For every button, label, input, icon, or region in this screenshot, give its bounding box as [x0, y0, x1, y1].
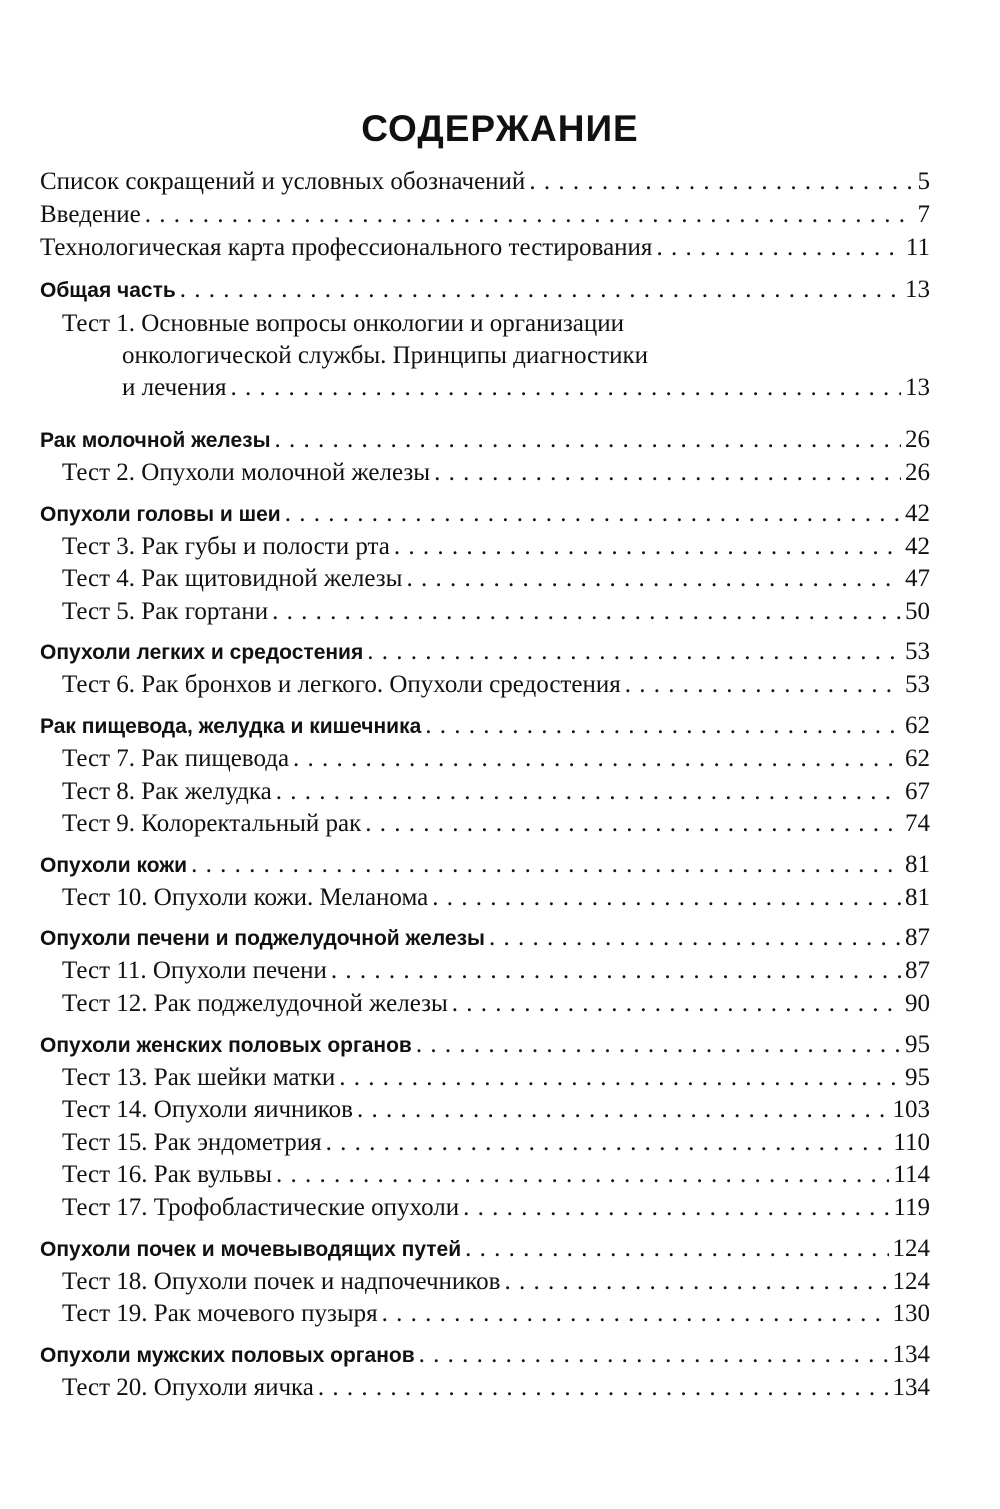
page-number: 119: [893, 1194, 930, 1221]
section-title: Опухоли почек и мочевыводящих путей: [40, 1237, 462, 1261]
toc-entry[interactable]: и лечения . . . 13: [40, 374, 930, 402]
toc-test-line[interactable]: Тест 1. Основные вопросы онкологии и организации: [62, 310, 624, 337]
toc-entry[interactable]: [40, 1161, 930, 1189]
dot-leader: [191, 851, 901, 879]
dot-leader: [275, 426, 901, 454]
dot-leader: [463, 1194, 889, 1222]
page-number: 110: [893, 1128, 930, 1156]
test-title: Тест 2. Опухоли молочной железы: [62, 459, 431, 486]
dot-leader: [452, 990, 901, 1018]
page-number: 67: [905, 777, 930, 805]
page-number: 62: [905, 712, 930, 739]
page-number: 26: [905, 459, 930, 486]
page-number: 124: [892, 1267, 930, 1295]
page-number: 87: [905, 924, 930, 952]
toc-entry[interactable]: Технологическая карта профессионального тестирования . . . 11: [40, 234, 930, 262]
page-title: СОДЕРЖАНИЕ: [361, 108, 639, 149]
dot-leader: [285, 500, 901, 528]
toc-entry[interactable]: [40, 1129, 930, 1157]
dot-leader: [272, 598, 901, 626]
dot-leader: [276, 778, 901, 806]
page-number: 103: [892, 1096, 930, 1124]
page-number: 47: [905, 565, 930, 593]
dot-leader: [365, 810, 901, 838]
page-number: 42: [905, 499, 930, 527]
toc-entry[interactable]: [40, 1194, 930, 1222]
page-number: 53: [905, 638, 930, 666]
dot-leader: [489, 924, 901, 952]
dot-leader: [318, 1374, 889, 1402]
page-number: 42: [905, 532, 930, 560]
toc-entry[interactable]: [40, 1096, 930, 1124]
toc-section[interactable]: [40, 712, 930, 740]
section-title: Опухоли мужских половых органов: [40, 1343, 415, 1367]
test-title: Тест 9. Колоректальный рак: [62, 810, 362, 838]
page-number: 81: [905, 850, 930, 878]
toc-entry[interactable]: Введение . . . 7: [40, 201, 930, 229]
page-number: 95: [905, 1063, 930, 1091]
toc-entry[interactable]: Список сокращений и условных обозначений . . . 5: [40, 168, 930, 196]
toc-section[interactable]: [40, 851, 930, 879]
page-number: 95: [905, 1030, 930, 1058]
section-title: Опухоли кожи: [40, 853, 188, 877]
dot-leader: [331, 957, 901, 985]
toc-entry[interactable]: [40, 459, 930, 487]
toc-entry[interactable]: [40, 533, 930, 561]
dot-leader: [276, 1161, 889, 1189]
dot-leader: [357, 1096, 889, 1124]
page-number: 81: [905, 883, 930, 911]
toc-section[interactable]: [40, 1341, 930, 1369]
page-number: 124: [892, 1234, 930, 1262]
test-title: Тест 18. Опухоли почек и надпочечников: [62, 1267, 501, 1295]
toc-section[interactable]: [40, 1031, 930, 1059]
page-number: 134: [892, 1373, 930, 1401]
toc-entry[interactable]: [40, 957, 930, 985]
page-number: 26: [905, 426, 930, 453]
test-title: Тест 16. Рак вульвы: [62, 1161, 273, 1189]
dot-leader: [339, 1064, 901, 1092]
test-title: Тест 11. Опухоли печени: [62, 957, 327, 985]
page-number: 114: [893, 1161, 930, 1189]
toc-section[interactable]: [40, 500, 930, 528]
dot-leader: [419, 1341, 889, 1369]
toc-section[interactable]: [40, 638, 930, 666]
test-title: Тест 3. Рак губы и полости рта: [62, 532, 390, 560]
test-title: Тест 15. Рак эндометрия: [62, 1128, 322, 1156]
toc-entry[interactable]: [40, 745, 930, 773]
dot-leader: [382, 1300, 889, 1328]
dot-leader: [326, 1129, 890, 1157]
toc-section[interactable]: Общая часть . . . 13: [40, 276, 930, 304]
toc-section[interactable]: [40, 924, 930, 952]
dot-leader: [293, 745, 901, 773]
toc-entry[interactable]: [40, 1268, 930, 1296]
page-number: 90: [905, 990, 930, 1017]
toc-section[interactable]: [40, 426, 930, 454]
dot-leader: [425, 712, 901, 740]
section-title: Рак пищевода, желудка и кишечника: [40, 715, 422, 738]
test-title: Тест 13. Рак шейки матки: [62, 1063, 336, 1091]
page-number: 62: [905, 745, 930, 772]
test-title: Тест 4. Рак щитовидной железы: [62, 565, 403, 593]
dot-leader: [432, 884, 901, 912]
dot-leader: [394, 533, 901, 561]
dot-leader: [416, 1031, 901, 1059]
page-number: 130: [892, 1300, 930, 1328]
test-title: Тест 8. Рак желудка: [62, 777, 272, 805]
dot-leader: [406, 565, 901, 593]
section-title: Опухоли головы и шеи: [40, 502, 281, 526]
test-title: Тест 5. Рак гортани: [62, 597, 269, 625]
page-number: 74: [905, 810, 930, 838]
toc-entry[interactable]: [40, 778, 930, 806]
toc-entry[interactable]: [40, 671, 930, 699]
section-title: Опухоли печени и поджелудочной железы: [40, 927, 485, 951]
test-title: Тест 19. Рак мочевого пузыря: [62, 1300, 378, 1328]
test-title: Тест 7. Рак пищевода: [62, 745, 290, 772]
toc-entry[interactable]: [40, 598, 930, 626]
toc-entry[interactable]: [40, 1300, 930, 1328]
dot-leader: [465, 1235, 888, 1263]
toc-entry[interactable]: [40, 1064, 930, 1092]
section-title: Опухоли легких и средостения: [40, 641, 364, 665]
toc-test-line[interactable]: онкологической службы. Принципы диагностики: [122, 342, 649, 369]
toc-section[interactable]: [40, 1235, 930, 1263]
dot-leader: [367, 638, 901, 666]
toc-entry[interactable]: [40, 565, 930, 593]
test-title: Тест 12. Рак поджелудочной железы: [62, 990, 448, 1017]
page-number: 87: [905, 957, 930, 985]
section-title: Опухоли женских половых органов: [40, 1033, 412, 1057]
test-title: Тест 14. Опухоли яичников: [62, 1096, 353, 1124]
dot-leader: [625, 671, 901, 699]
page-number: 50: [905, 597, 930, 625]
section-title: Рак молочной железы: [40, 429, 271, 452]
test-title: Тест 10. Опухоли кожи. Меланома: [62, 883, 429, 911]
test-title: Тест 6. Рак бронхов и легкого. Опухоли средостения: [62, 671, 621, 699]
toc-entry[interactable]: [40, 884, 930, 912]
toc-entry[interactable]: [40, 990, 930, 1018]
dot-leader: [504, 1268, 888, 1296]
page-number: 53: [905, 671, 930, 699]
toc-entry[interactable]: [40, 1374, 930, 1402]
test-title: Тест 17. Трофобластические опухоли: [62, 1194, 460, 1221]
test-title: Тест 20. Опухоли яичка: [62, 1373, 314, 1401]
dot-leader: [434, 459, 901, 487]
page-number: 134: [892, 1340, 930, 1368]
toc-entry[interactable]: [40, 810, 930, 838]
